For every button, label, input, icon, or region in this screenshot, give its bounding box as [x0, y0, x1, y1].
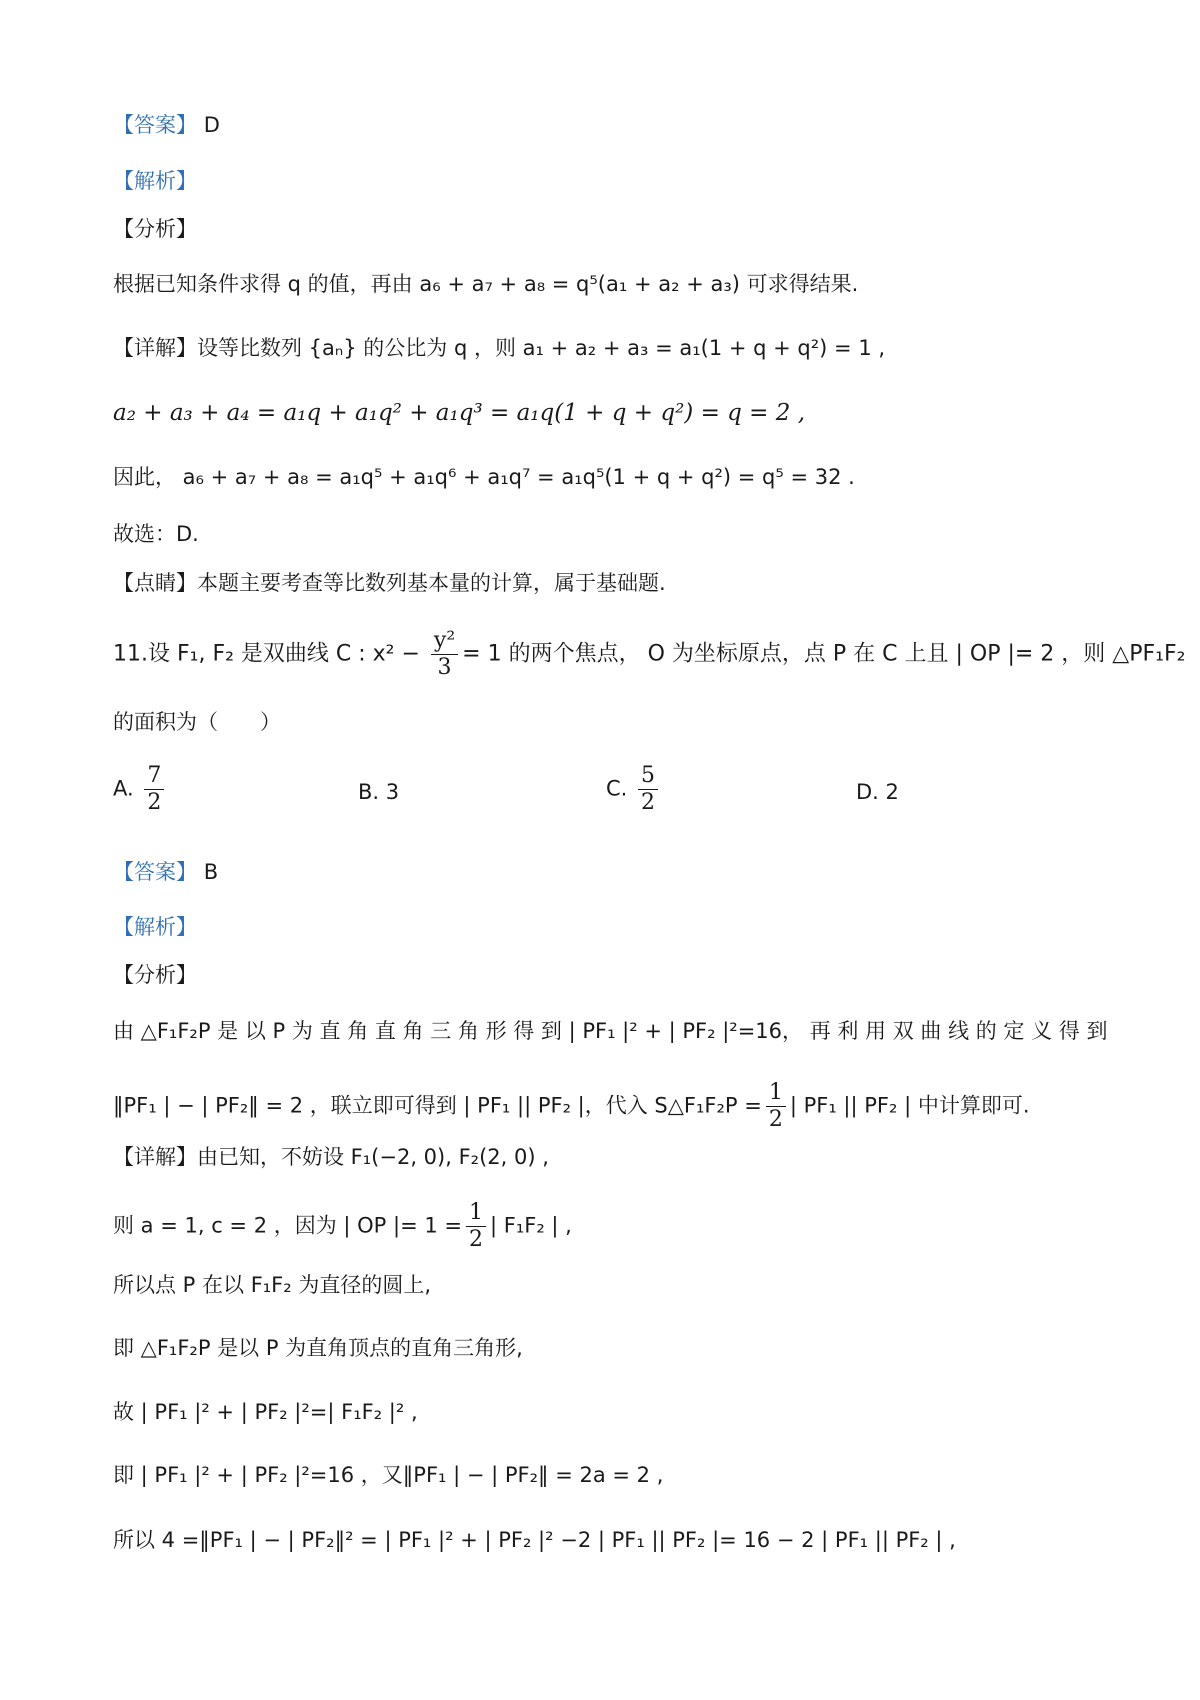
option-a-fraction	[144, 763, 164, 816]
option-c-den: 2	[641, 790, 656, 815]
q11-detail-tag: 【详解】	[113, 1145, 197, 1169]
q11-stem-pre: 11.设 F₁, F₂ 是双曲线 C : x² −	[113, 641, 427, 667]
q11-detail-line-2-post: | F₁F₂ | ,	[490, 1213, 572, 1238]
q11-analysis-tag: 【解析】	[113, 915, 197, 939]
q11-detail-line	[113, 1142, 549, 1172]
q11-fenxi-line-2-pre: ‖PF₁ | − | PF₂‖ = 2 ，联立即可得到 | PF₁ || PF₂ |，代入 S△F₁F₂P =	[113, 1093, 762, 1118]
q11-fenxi-line-2	[113, 1080, 1030, 1133]
q11-detail-line-1: 由已知，不妨设 F₁(−2, 0), F₂(2, 0) ,	[197, 1145, 549, 1169]
q11-frac-den: 3	[437, 655, 452, 680]
q11-detail-line-7: 所以 4 =‖PF₁ | − | PF₂‖² = | PF₁ |² + | PF₂ |² −2 | PF₁ || PF₂ |= 16 − 2 | PF₁ || PF₂ | ,	[113, 1528, 956, 1552]
choose-text: 故选：D.	[113, 522, 199, 546]
detail-tag: 【详解】	[113, 336, 197, 360]
q11-fraction	[431, 628, 458, 681]
option-a-den: 2	[147, 790, 162, 815]
q11-detail-frac-den: 2	[469, 1227, 484, 1252]
comment-text: 本题主要考查等比数列基本量的计算，属于基础题.	[197, 571, 666, 595]
option-c[interactable]	[606, 763, 662, 816]
q11-detail-frac-num: 1	[466, 1200, 486, 1227]
q11-answer-value: B	[203, 860, 219, 884]
option-d[interactable]: D. 2	[856, 780, 899, 804]
q11-detail-line-2	[113, 1200, 572, 1253]
q11-fenxi-fraction	[766, 1080, 786, 1133]
option-a[interactable]	[113, 763, 168, 816]
option-c-label: C.	[606, 776, 628, 801]
q11-answer-tag: 【答案】	[113, 860, 197, 884]
comment-line	[113, 568, 666, 598]
answer-tag: 【答案】	[113, 113, 197, 137]
analysis-tag: 【解析】	[113, 169, 197, 193]
q11-detail-line-3: 所以点 P 在以 F₁F₂ 为直径的圆上,	[113, 1273, 432, 1297]
q11-fenxi-tag: 【分析】	[113, 963, 197, 987]
option-c-num: 5	[638, 763, 658, 790]
q11-frac-num: y²	[431, 628, 458, 655]
option-a-label: A.	[113, 776, 134, 801]
option-a-num: 7	[144, 763, 164, 790]
q11-fenxi-frac-den: 2	[768, 1107, 783, 1132]
detail-line	[113, 333, 885, 363]
q11-detail-line-2-pre: 则 a = 1, c = 2 ，因为 | OP |= 1 =	[113, 1213, 463, 1238]
q11-fenxi-frac-num: 1	[766, 1080, 786, 1107]
q11-stem-line2: 的面积为（ ）	[113, 710, 281, 734]
answer-line	[113, 110, 220, 140]
q11-answer-line	[113, 857, 218, 887]
fenxi-tag: 【分析】	[113, 217, 197, 241]
q11-stem	[113, 628, 1185, 681]
fenxi-text: 根据已知条件求得 q 的值，再由 a₆ + a₇ + a₈ = q⁵(a₁ + a₂ + a₃) 可求得结果.	[113, 272, 859, 296]
q11-detail-line-4: 即 △F₁F₂P 是以 P 为直角顶点的直角三角形,	[113, 1336, 523, 1360]
detail-line-1: 设等比数列 {aₙ} 的公比为 q ，则 a₁ + a₂ + a₃ = a₁(1 + q + q²) = 1 ,	[197, 336, 886, 360]
q11-detail-fraction	[466, 1200, 486, 1253]
detail-line-3: 因此， a₆ + a₇ + a₈ = a₁q⁵ + a₁q⁶ + a₁q⁷ = a₁q⁵(1 + q + q²) = q⁵ = 32 .	[113, 465, 855, 489]
q11-fenxi-line-2-post: | PF₁ || PF₂ | 中计算即可.	[789, 1093, 1030, 1118]
q11-detail-line-6: 即 | PF₁ |² + | PF₂ |²=16 ，又‖PF₁ | − | PF₂‖ = 2a = 2 ,	[113, 1463, 664, 1487]
q11-fenxi-line-1: 由 △F₁F₂P 是 以 P 为 直 角 直 角 三 角 形 得 到 | PF₁ |² + | PF₂ |²=16， 再 利 用 双 曲 线 的 定 义 得 到	[113, 1019, 1108, 1043]
answer-value: D	[203, 113, 220, 137]
detail-line-2: a₂ + a₃ + a₄ = a₁q + a₁q² + a₁q³ = a₁q(1 + q + q²) = q = 2 ,	[113, 400, 806, 426]
q11-detail-line-5: 故 | PF₁ |² + | PF₂ |²=| F₁F₂ |² ,	[113, 1400, 418, 1424]
q11-stem-post: = 1 的两个焦点， O 为坐标原点，点 P 在 C 上且 | OP |= 2 ，则 △PF₁F₂	[462, 641, 1186, 667]
option-b[interactable]: B. 3	[358, 780, 400, 804]
comment-tag: 【点睛】	[113, 571, 197, 595]
option-c-fraction	[638, 763, 658, 816]
